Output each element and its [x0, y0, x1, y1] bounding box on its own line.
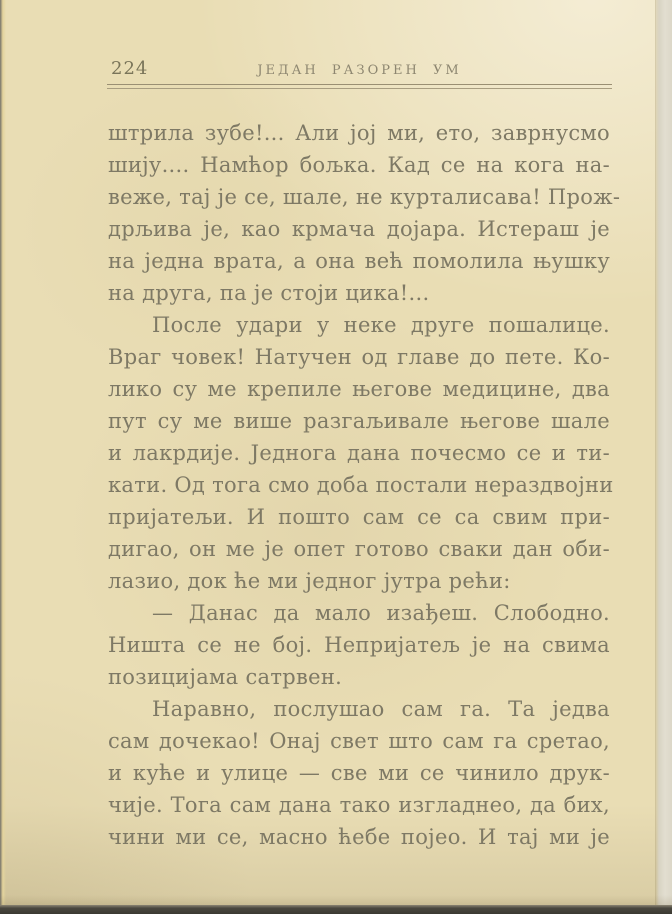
- text-line: позицијама сатрвен.: [108, 665, 343, 689]
- text-line: После удари у неке друге пошалице.: [152, 313, 610, 337]
- text-line: и куће и улице — све ми се чинило друк-: [108, 761, 610, 785]
- page-bottom-shadow: [0, 895, 672, 905]
- text-line: пријатељи. И пошто сам се са свим при-: [108, 505, 610, 529]
- scan-bottom-bar: [0, 905, 672, 914]
- text-line: штрила зубе!... Али јој ми, ето, заврнусмо: [108, 121, 610, 145]
- page-right-edge: [655, 0, 672, 914]
- text-line: чини ми се, масно ћебе појео. И тај ми је: [108, 825, 610, 849]
- text-line: сам дочекао! Онај свет што сам га сретао,: [108, 729, 610, 753]
- text-line: Враг човек! Натучен од главе до пете. Ко-: [108, 345, 610, 369]
- running-title: ЈЕДАН РАЗОРЕН УМ: [257, 63, 462, 78]
- header-double-rule: [107, 84, 612, 89]
- text-line: и лакрдије. Једнога дана почесмо се и ти-: [108, 441, 610, 465]
- page-number: 224: [111, 58, 149, 79]
- page-header: [107, 58, 612, 82]
- text-line: лазио, док ће ми једног јутра рећи:: [108, 569, 511, 593]
- text-line: Ништа се не бој. Непријатељ је на свима: [108, 633, 610, 657]
- text-line: Наравно, послушао сам га. Та једва: [152, 697, 610, 721]
- body-text: [108, 117, 621, 853]
- text-line: пут су ме више разгаљивале његове шале: [108, 409, 610, 433]
- text-line: чије. Тога сам дана тако изгладнео, да бих,: [108, 793, 610, 817]
- page-left-edge: [0, 0, 6, 914]
- text-line: шију.... Намћор бољка. Кад се на кога на-: [108, 153, 610, 177]
- text-line: дрљива је, као крмача дојара. Истераш је: [108, 217, 610, 241]
- text-line: лико су ме крепиле његове медицине, два: [108, 377, 610, 401]
- text-line: на друга, па је стоји цика!...: [108, 281, 430, 305]
- text-line: кати. Од тога смо доба постали нераздвојни: [108, 473, 614, 497]
- text-line: веже, тај је се, шале, не курталисава! Прож-: [108, 185, 621, 209]
- text-line: — Данас да мало изађеш. Слободно.: [152, 601, 610, 625]
- text-line: на једна врата, а она већ помолила њушку: [108, 249, 610, 273]
- text-line: дигао, он ме је опет готово сваки дан оби-: [108, 537, 610, 561]
